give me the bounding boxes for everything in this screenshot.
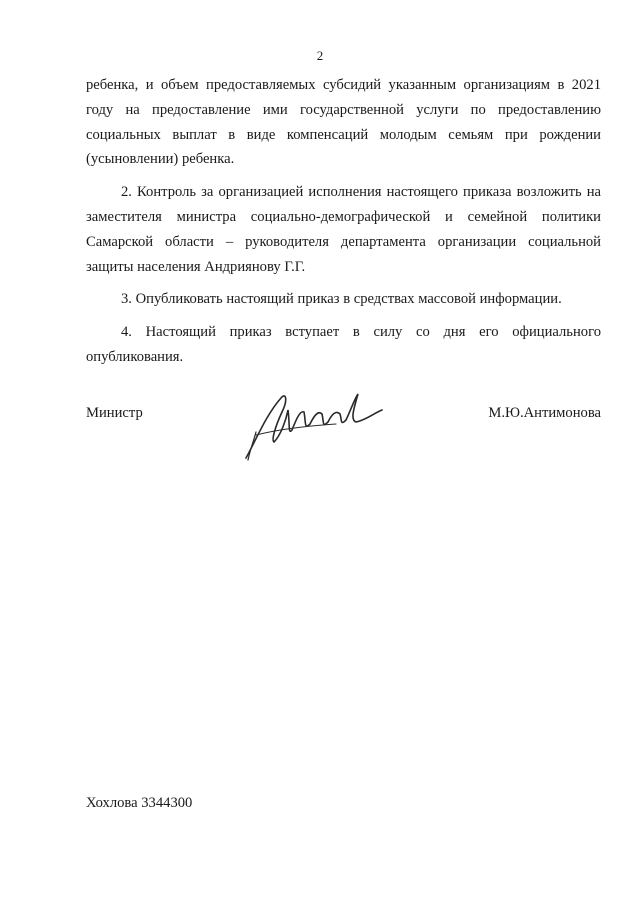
signer-name: М.Ю.Антимонова <box>488 405 601 421</box>
signer-position: Министр <box>86 405 143 421</box>
paragraph-2: 2. Контроль за организацией исполнения настоящего приказа возложить на заместителя министра социально-демографической и семейной политики Самарской области – руководителя департамента организации социальной защиты населения Андриянову Г.Г. <box>86 184 601 275</box>
page-number: 2 <box>316 48 324 63</box>
paragraph-4: 4. Настоящий приказ вступает в силу со дня его официального опубликования. <box>86 324 601 365</box>
executor-info: Хохлова 3344300 <box>86 795 193 811</box>
document-body <box>86 73 601 378</box>
handwritten-signature <box>226 380 386 470</box>
signature-block <box>86 380 601 470</box>
paragraph-3: 3. Опубликовать настоящий приказ в средствах массовой информации. <box>121 291 562 308</box>
paragraph-continuation: ребенка, и объем предоставляемых субсидий указанным организациям в 2021 году на предоставление ими государственной услуги по предоставлению социальных выплат в виде компенсаций молодым семьям при рождении (усыновлении) ребенка. <box>86 77 601 168</box>
